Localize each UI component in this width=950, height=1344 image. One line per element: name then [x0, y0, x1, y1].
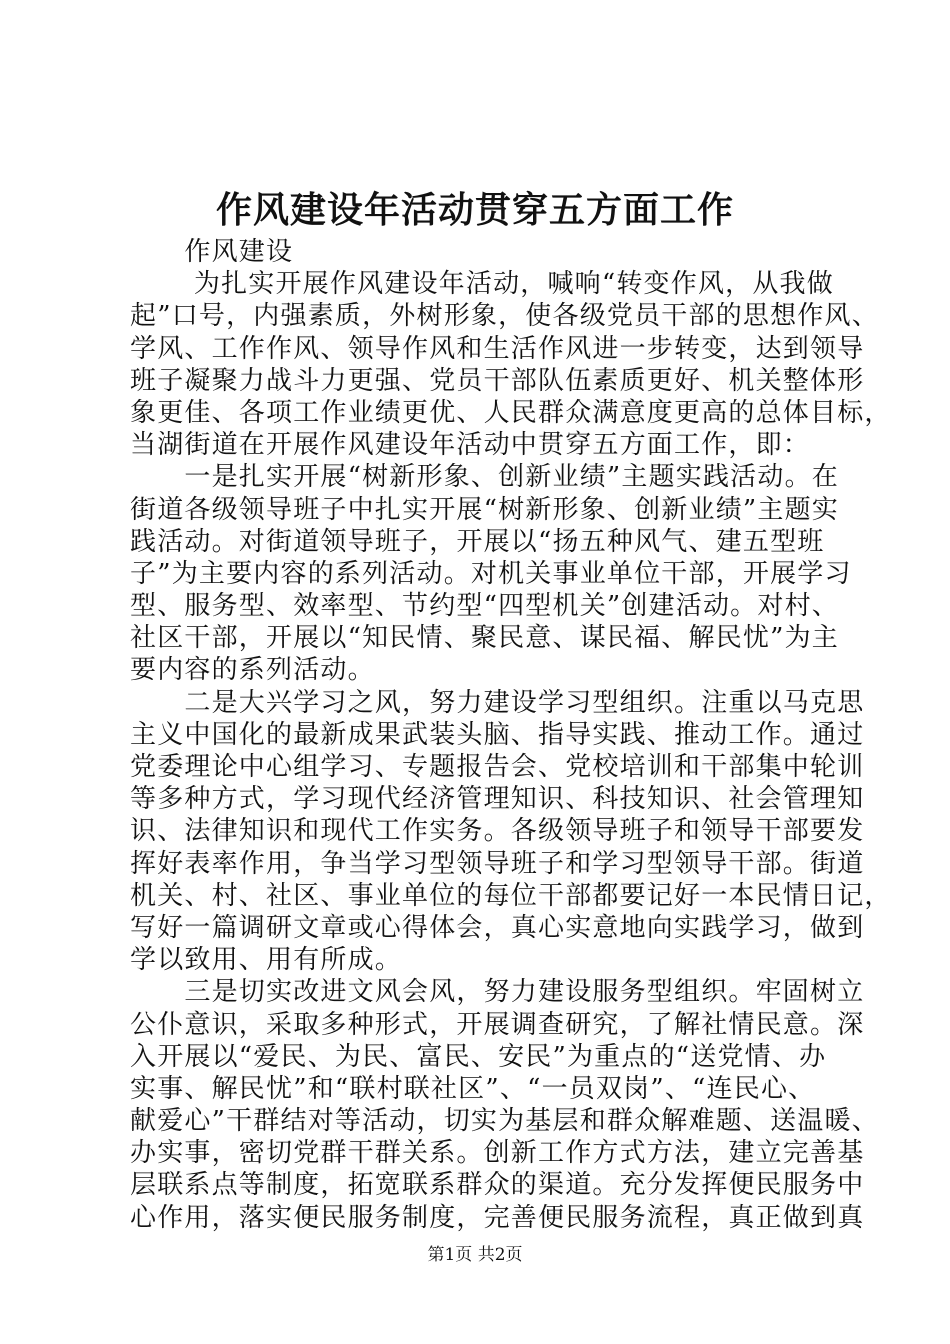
text-line: 为扎实开展作风建设年活动，喊响“转变作风，从我做 [130, 269, 834, 300]
document-title: 作风建设年活动贯穿五方面工作 [215, 189, 734, 231]
text-line: 当湖街道在开展作风建设年活动中贯穿五方面工作，即： [130, 430, 811, 461]
text-line: 党委理论中心组学习、专题报告会、党校培训和干部集中轮训 [130, 752, 865, 782]
text-line: 公仆意识，采取多种形式，开展调查研究，了解社情民意。深 [130, 1009, 865, 1040]
text-line: 象更佳、各项工作业绩更优、人民群众满意度更高的总体目标， [130, 397, 892, 428]
text-line: 班子凝聚力战斗力更强、党员干部队伍素质更好、机关整体形 [130, 365, 865, 396]
text-line: 入开展以“爱民、为民、富民、安民”为重点的“送党情、办 [130, 1041, 827, 1072]
text-line: 一是扎实开展“树新形象、创新业绩”主题实践活动。在 [130, 462, 839, 493]
document-body [130, 236, 892, 1234]
text-line: 主义中国化的最新成果武装头脑、指导实践、推动工作。通过 [130, 719, 865, 750]
text-line: 等多种方式，学习现代经济管理知识、科技知识、社会管理知 [130, 784, 865, 815]
text-line: 学以致用、用有所成。 [130, 945, 403, 976]
text-line: 挥好表率作用，争当学习型领导班子和学习型领导干部。街道 [130, 848, 865, 879]
text-line: 要内容的系列活动。 [130, 655, 375, 686]
text-line: 层联系点等制度，拓宽联系群众的渠道。充分发挥便民服务中 [130, 1170, 865, 1201]
text-line: 二是大兴学习之风，努力建设学习型组织。注重以马克思 [130, 687, 865, 718]
text-line: 践活动。对街道领导班子，开展以“扬五种风气、建五型班 [130, 526, 825, 557]
text-line: 学风、工作作风、领导作风和生活作风进一步转变，达到领导 [130, 333, 865, 364]
text-line: 实事、解民忧”和“联村联社区”、“一员双岗”、“连民心、 [130, 1073, 816, 1104]
text-line: 识、法律知识和现代工作实务。各级领导班子和领导干部要发 [130, 816, 865, 847]
text-line: 街道各级领导班子中扎实开展“树新形象、创新业绩”主题实 [130, 494, 839, 525]
text-line: 三是切实改进文风会风，努力建设服务型组织。牢固树立 [130, 977, 865, 1008]
text-line: 子”为主要内容的系列活动。对机关事业单位干部，开展学习 [130, 558, 852, 589]
text-line: 写好一篇调研文章或心得体会，真心实意地向实践学习，做到 [130, 912, 865, 943]
text-line: 社区干部，开展以“知民情、聚民意、谋民福、解民忧”为主 [130, 623, 839, 654]
text-line: 型、服务型、效率型、节约型“四型机关”创建活动。对村、 [130, 591, 839, 622]
text-line: 心作用，落实便民服务制度，完善便民服务流程，真正做到真 [130, 1202, 865, 1233]
text-line: 献爱心”干群结对等活动，切实为基层和群众解难题、送温暖、 [130, 1106, 879, 1137]
text-line: 办实事，密切党群干群关系。创新工作方式方法，建立完善基 [130, 1138, 865, 1169]
text-line: 机关、村、社区、事业单位的每位干部都要记好一本民情日记， [130, 880, 892, 911]
text-line: 作风建设 [130, 237, 294, 267]
page-footer: 第1页 共2页 [427, 1245, 523, 1265]
text-line: 起”口号，内强素质，外树形象，使各级党员干部的思想作风、 [130, 301, 879, 332]
